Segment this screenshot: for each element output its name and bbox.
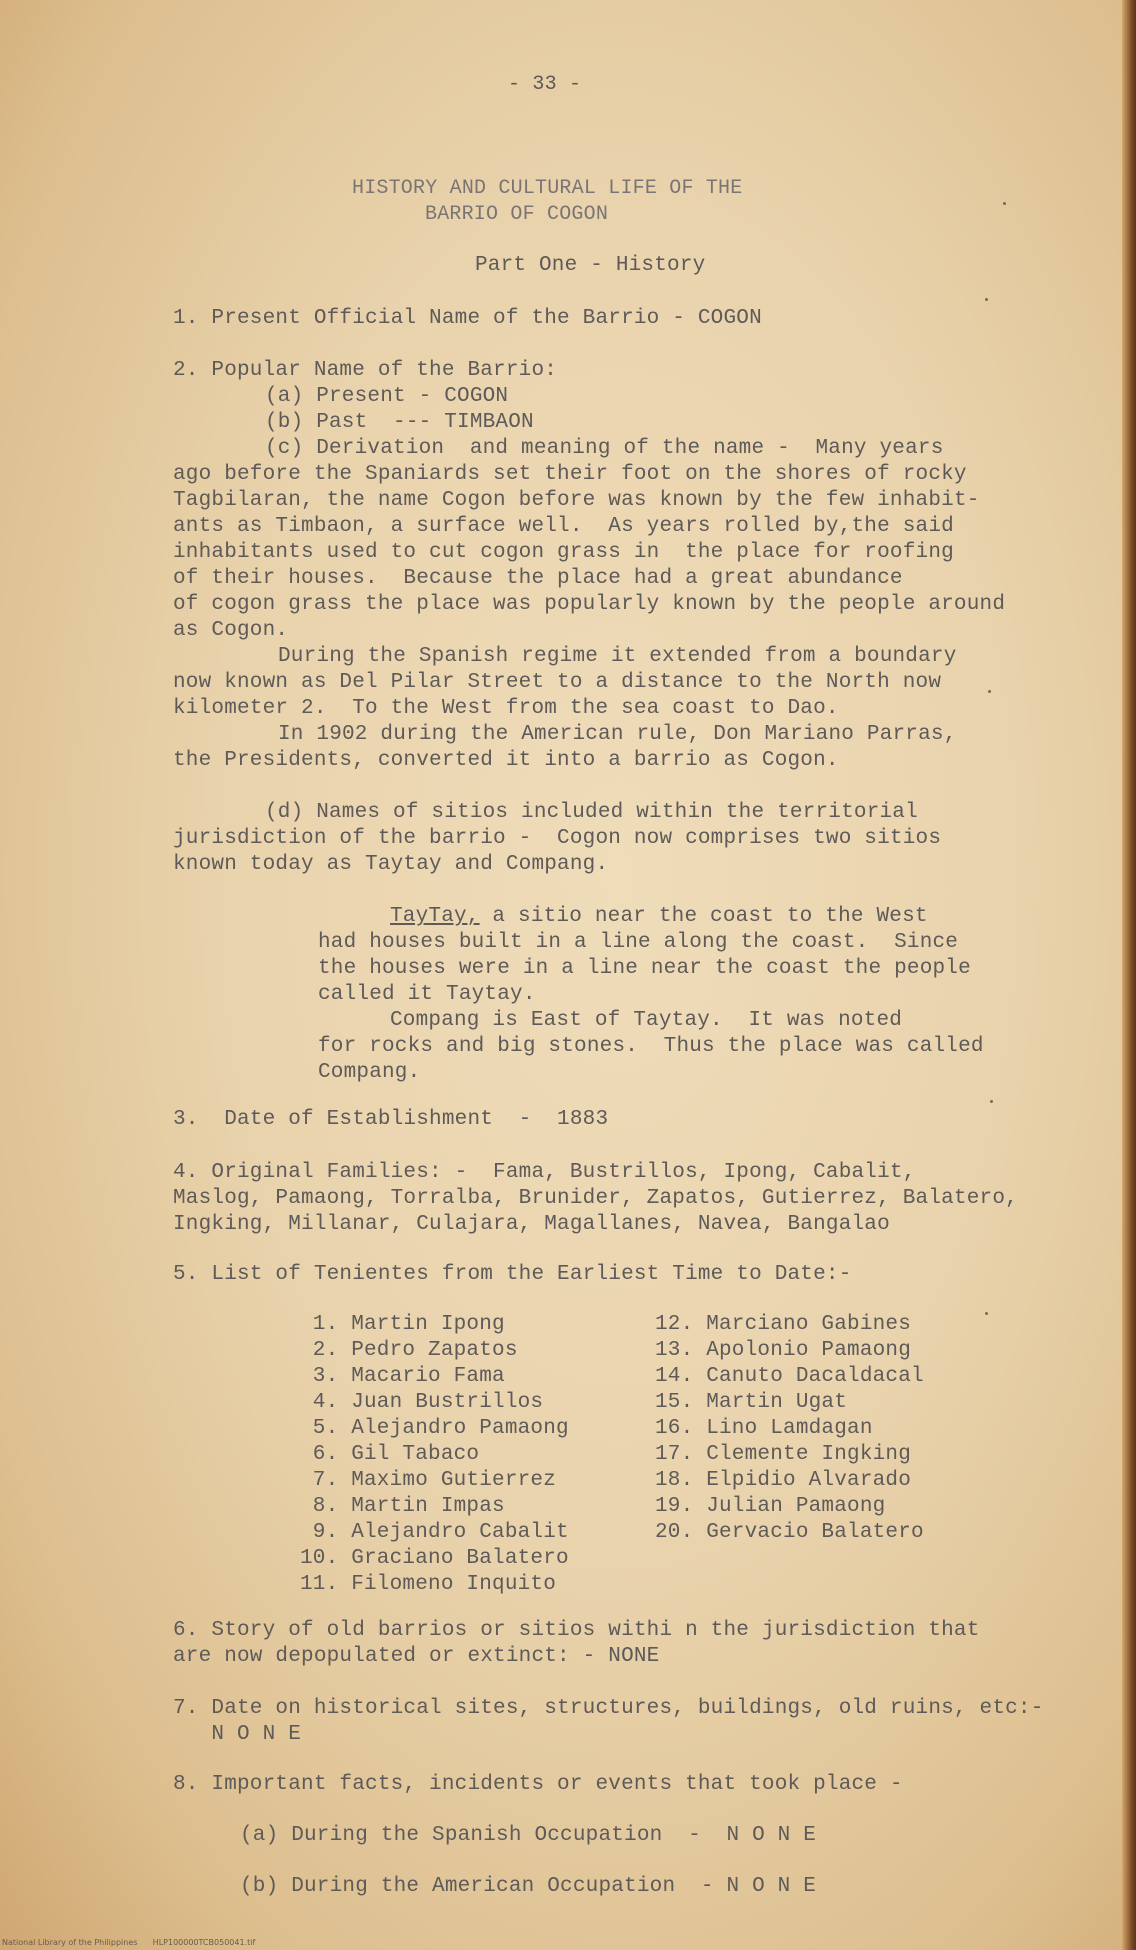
teniente-left: 1. Martin Ipong xyxy=(300,1313,505,1336)
paper-speck xyxy=(985,1312,988,1315)
item-2c-line: of cogon grass the place was popularly known by the people around xyxy=(173,593,1006,616)
item-2d-line: known today as Taytay and Compang. xyxy=(173,853,609,876)
item-2c-line: ants as Timbaon, a surface well. As years rolled by,the said xyxy=(173,515,954,538)
item-2b-past: (b) Past --- TIMBAON xyxy=(265,411,534,434)
item-8b-american: (b) During the American Occupation - N O N E xyxy=(240,1875,817,1898)
item-7-line: N O N E xyxy=(173,1723,302,1746)
teniente-left: 4. Juan Bustrillos xyxy=(300,1391,544,1414)
paper-speck xyxy=(990,1100,993,1103)
item-4-families-line: 4. Original Families: - Fama, Bustrillos, Ipong, Cabalit, xyxy=(173,1161,916,1184)
compang-line: for rocks and big stones. Thus the place was called xyxy=(318,1035,984,1058)
paper-speck xyxy=(1003,202,1006,205)
item-2c-line: of their houses. Because the place had a great abundance xyxy=(173,567,903,590)
binding-edge xyxy=(1122,0,1136,1950)
item-2c-line: ago before the Spaniards set their foot on the shores of rocky xyxy=(173,463,967,486)
american-rule-line: the Presidents, converted it into a barrio as Cogon. xyxy=(173,749,839,772)
teniente-right: 15. Martin Ugat xyxy=(655,1391,848,1414)
teniente-right: 16. Lino Lamdagan xyxy=(655,1417,873,1440)
item-2d-line: jurisdiction of the barrio - Cogon now comprises two sitios xyxy=(173,827,942,850)
teniente-left: 9. Alejandro Cabalit xyxy=(300,1521,569,1544)
item-2-heading: 2. Popular Name of the Barrio: xyxy=(173,359,558,382)
compang-line: Compang. xyxy=(318,1061,421,1084)
title-line-1: HISTORY AND CULTURAL LIFE OF THE xyxy=(352,177,743,200)
teniente-right: 20. Gervacio Balatero xyxy=(655,1521,924,1544)
page-number: - 33 - xyxy=(508,73,582,96)
teniente-right: 14. Canuto Dacaldacal xyxy=(655,1365,924,1388)
item-2c-line: Tagbilaran, the name Cogon before was known by the few inhabit- xyxy=(173,489,980,512)
item-2c-line: (c) Derivation and meaning of the name - Many years xyxy=(265,437,944,460)
taytay-line: the houses were in a line near the coast the people xyxy=(318,957,971,980)
teniente-left: 3. Macario Fama xyxy=(300,1365,505,1388)
taytay-first-line xyxy=(390,904,928,930)
teniente-right: 19. Julian Pamaong xyxy=(655,1495,886,1518)
teniente-right: 13. Apolonio Pamaong xyxy=(655,1339,912,1362)
title-line-2: BARRIO OF COGON xyxy=(425,203,609,226)
teniente-left: 6. Gil Tabaco xyxy=(300,1443,480,1466)
item-3-date-established: 3. Date of Establishment - 1883 xyxy=(173,1108,609,1131)
item-4-families-line: Maslog, Pamaong, Torralba, Brunider, Zapatos, Gutierrez, Balatero, xyxy=(173,1187,1018,1210)
taytay-line: had houses built in a line along the coast. Since xyxy=(318,931,959,954)
spanish-regime-line: During the Spanish regime it extended from a boundary xyxy=(278,645,957,668)
item-2d-line: (d) Names of sitios included within the territorial xyxy=(265,801,918,824)
archive-footer: National Library of the Philippines HLP100000TCB050041.tif xyxy=(2,1938,256,1947)
compang-line: Compang is East of Taytay. It was noted xyxy=(390,1009,903,1032)
teniente-left: 5. Alejandro Pamaong xyxy=(300,1417,569,1440)
teniente-left: 7. Maximo Gutierrez xyxy=(300,1469,557,1492)
item-8-heading: 8. Important facts, incidents or events that took place - xyxy=(173,1773,903,1796)
teniente-left: 8. Martin Impas xyxy=(300,1495,505,1518)
taytay-line: a sitio near the coast to the West xyxy=(479,905,928,928)
taytay-line: called it Taytay. xyxy=(318,983,536,1006)
item-1-official-name: 1. Present Official Name of the Barrio - COGON xyxy=(173,307,762,330)
item-2c-line: inhabitants used to cut cogon grass in the place for roofing xyxy=(173,541,954,564)
teniente-right: 18. Elpidio Alvarado xyxy=(655,1469,912,1492)
item-6-line: 6. Story of old barrios or sitios withi n the jurisdiction that xyxy=(173,1619,980,1642)
item-4-families-line: Ingking, Millanar, Culajara, Magallanes, Navea, Bangalao xyxy=(173,1213,890,1236)
item-8a-spanish: (a) During the Spanish Occupation - N O N E xyxy=(240,1824,817,1847)
item-6-line: are now depopulated or extinct: - NONE xyxy=(173,1645,660,1668)
teniente-left: 10. Graciano Balatero xyxy=(300,1547,569,1570)
item-2a-present: (a) Present - COGON xyxy=(265,385,509,408)
part-heading: Part One - History xyxy=(475,254,706,277)
teniente-left: 2. Pedro Zapatos xyxy=(300,1339,518,1362)
item-5-heading: 5. List of Tenientes from the Earliest Time to Date:- xyxy=(173,1263,852,1286)
taytay-word: TayTay, xyxy=(390,905,480,928)
teniente-left: 11. Filomeno Inquito xyxy=(300,1573,557,1596)
spanish-regime-line: kilometer 2. To the West from the sea coast to Dao. xyxy=(173,697,839,720)
teniente-right: 12. Marciano Gabines xyxy=(655,1313,912,1336)
teniente-right: 17. Clemente Ingking xyxy=(655,1443,912,1466)
item-2c-line: as Cogon. xyxy=(173,619,289,642)
spanish-regime-line: now known as Del Pilar Street to a distance to the North now xyxy=(173,671,942,694)
paper-speck xyxy=(985,298,988,301)
american-rule-line: In 1902 during the American rule, Don Mariano Parras, xyxy=(278,723,957,746)
item-7-line: 7. Date on historical sites, structures, buildings, old ruins, etc:- xyxy=(173,1697,1044,1720)
paper-speck xyxy=(988,690,991,693)
